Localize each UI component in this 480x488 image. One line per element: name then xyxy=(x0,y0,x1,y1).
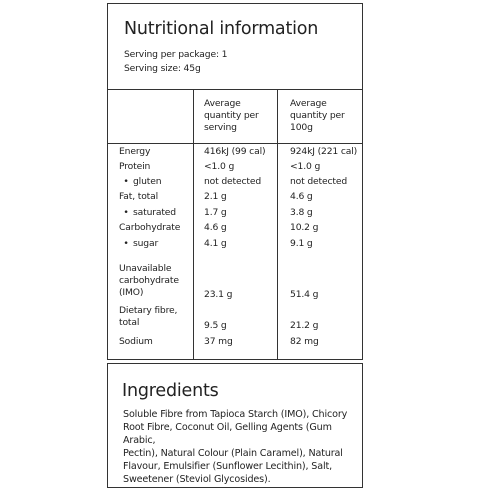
row-100g-gluten: not detected xyxy=(290,176,348,187)
row-serving-gluten: not detected xyxy=(204,176,262,187)
nutrition-panel: Nutritional information Serving per package: 1 Serving size: 45g Average quantity per serving Average quantity per 100g Energy 416kJ (99 cal) 924kJ (221 cal) Protein <1.0 g <1.0 g • gluten not detected not detected Fat, total 2.1 g 4.6 g • saturated 1.7 g 3.8 g Carbohydrate 4.6 g 10.2 g • sugar 4.1 g 9.1 g Unavailable carbohydrate (IMO) 23.1 g 51.4 g Dietary fibre, total 9.5 g 21.2 g Sodium 37 mg 82 mg xyxy=(107,3,363,360)
row-label-fat-total: Fat, total xyxy=(119,191,159,202)
row-serving-sodium: 37 mg xyxy=(204,336,233,347)
row-label-protein: Protein xyxy=(119,161,151,172)
row-serving-protein: <1.0 g xyxy=(204,161,235,172)
header-divider-bottom xyxy=(108,143,362,144)
row-serving-unavailable-carbohydrate: 23.1 g xyxy=(204,289,233,300)
row-100g-carbohydrate: 10.2 g xyxy=(290,222,319,233)
row-serving-energy: 416kJ (99 cal) xyxy=(204,146,266,157)
bullet-icon: • xyxy=(123,207,129,218)
ingredients-text: Soluble Fibre from Tapioca Starch (IMO), Chicory Root Fibre, Coconut Oil, Gelling Agents (Gum Arabic, Pectin), Natural Colour (Plain Caramel), Natural Flavour, Emulsifier (Sunflower Lecithin), Salt, Sweetener (Steviol Glycosides). xyxy=(123,409,348,485)
row-100g-unavailable-carbohydrate: 51.4 g xyxy=(290,289,319,300)
ingredients-title: Ingredients xyxy=(122,381,219,401)
row-label-gluten: • gluten xyxy=(119,176,161,188)
serving-size: Serving size: 45g xyxy=(124,63,201,74)
row-label-energy: Energy xyxy=(119,146,151,157)
row-label-sodium: Sodium xyxy=(119,336,153,347)
row-serving-sugar: 4.1 g xyxy=(204,238,227,249)
header-divider-top xyxy=(108,89,362,90)
row-100g-sugar: 9.1 g xyxy=(290,238,313,249)
row-serving-fat-total: 2.1 g xyxy=(204,191,227,202)
bullet-icon: • xyxy=(123,176,129,187)
row-serving-saturated: 1.7 g xyxy=(204,207,227,218)
serving-per-package: Serving per package: 1 xyxy=(124,49,228,60)
row-100g-saturated: 3.8 g xyxy=(290,207,313,218)
row-100g-energy: 924kJ (221 cal) xyxy=(290,146,358,157)
row-100g-protein: <1.0 g xyxy=(290,161,321,172)
row-100g-dietary-fibre: 21.2 g xyxy=(290,320,319,331)
row-100g-sodium: 82 mg xyxy=(290,336,319,347)
row-label-sugar: • sugar xyxy=(119,238,158,250)
row-label-saturated: • saturated xyxy=(119,207,176,219)
row-100g-fat-total: 4.6 g xyxy=(290,191,313,202)
column-divider-1 xyxy=(193,89,194,359)
row-serving-dietary-fibre: 9.5 g xyxy=(204,320,227,331)
nutrition-title: Nutritional information xyxy=(124,19,319,39)
bullet-icon: • xyxy=(123,238,129,249)
column-divider-2 xyxy=(277,89,278,359)
row-serving-carbohydrate: 4.6 g xyxy=(204,222,227,233)
ingredients-panel xyxy=(107,363,363,488)
row-label-carbohydrate: Carbohydrate xyxy=(119,222,181,233)
